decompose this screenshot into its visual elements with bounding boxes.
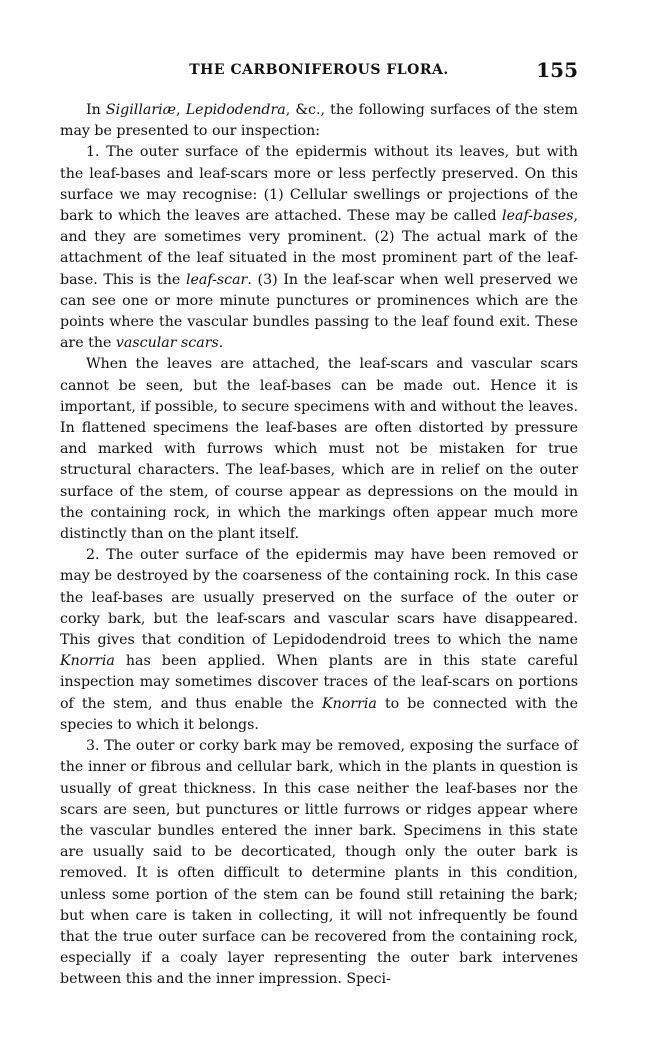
paragraph-intro (60, 100, 578, 142)
text-run: . (3) In the leaf-scar when well preserved we can see one or more minute punctures or prominences which are the points where the vascular bundles passing to the leaf found exit. These are the (60, 271, 578, 352)
text-run: , and they are sometimes very prominent. (2) The actual mark of the attachment of the leaf situated in the most prominent part of the leaf-base. This is the (60, 208, 578, 288)
body-text (60, 100, 578, 991)
paragraph-surface-2 (60, 545, 578, 736)
text-run: 2. The outer surface of the epidermis may have been removed or may be destroyed by the coarseness of the containing rock. In this case the leaf-bases are usually preserved on the surface of the outer or corky bark, but the leaf-scars and vascular scars have disappeared. This gives that condition of Lepidodendroid trees to which the name (60, 547, 578, 649)
italic-term: Lepidodendra (185, 102, 286, 118)
paragraph-surface-3 (60, 736, 578, 990)
italic-term: Knorria (322, 695, 377, 712)
text-run: , &c., the following surfaces of the stem may be presented to our inspection: (60, 102, 578, 140)
text-run: 3. The outer or corky bark may be removed, exposing the surface of the inner or fibrous and cellular bark, which in the plants in question is usually of great thickness. In this case neither the leaf-bases nor the scars are seen, but punctures or little furrows or ridges appear where the vascular bundles entered the inner bark. Specimens in this state are usually said to be decorticated, though only the outer bark is removed. It is often difficult to determine plants in this condition, unless some portion of the stem can be found still retaining the bark; but when care is taken in collecting, it will not infrequently be found that the true outer surface can be recovered from the containing rock, especially if a coaly layer representing the outer bark intervenes between this and the inner impression. Speci- (60, 738, 578, 988)
text-run: 1. The outer surface of the epidermis without its leaves, but with the leaf-bases and leaf-scars more or less perfectly preserved. On this surface we may recognise: (1) Cellular swellings or projections of the bark to which the leaves are attached. These may be called (60, 144, 578, 225)
italic-term: vascular scars (115, 335, 219, 352)
italic-term: Knorria (60, 653, 115, 670)
text-run: to be connected with the species to which it belongs. (60, 695, 578, 733)
paragraph-surface-1 (60, 142, 578, 354)
italic-term: leaf-scar (185, 271, 248, 288)
text-run: has been applied. When plants are in this state careful inspection may sometimes discover traces of the leaf-scars on portions of the stem, and thus enable the (60, 653, 578, 712)
italic-term: Sigillariæ (105, 102, 176, 118)
italic-term: leaf-bases (502, 208, 574, 225)
page-header (60, 58, 578, 86)
paragraph-leaves-attached (60, 354, 578, 545)
text-run: In (86, 102, 106, 118)
text-run: When the leaves are attached, the leaf-scars and vascular scars cannot be seen, but the leaf-bases can be made out. Hence it is important, if possible, to secure specimens with and without the leaves. In flattened specimens the leaf-bases are often distorted by pressure and marked with furrows which must not be mistaken for true structural characters. The leaf-bases, which are in relief on the outer surface of the stem, of course appear as depressions on the mould in the containing rock, in which the markings often appear much more distinctly than on the plant itself. (60, 356, 578, 543)
page-number: 155 (536, 58, 578, 82)
text-run: , (176, 102, 186, 118)
text-run: . (218, 335, 224, 352)
running-title: THE CARBONIFEROUS FLORA. (189, 62, 449, 78)
